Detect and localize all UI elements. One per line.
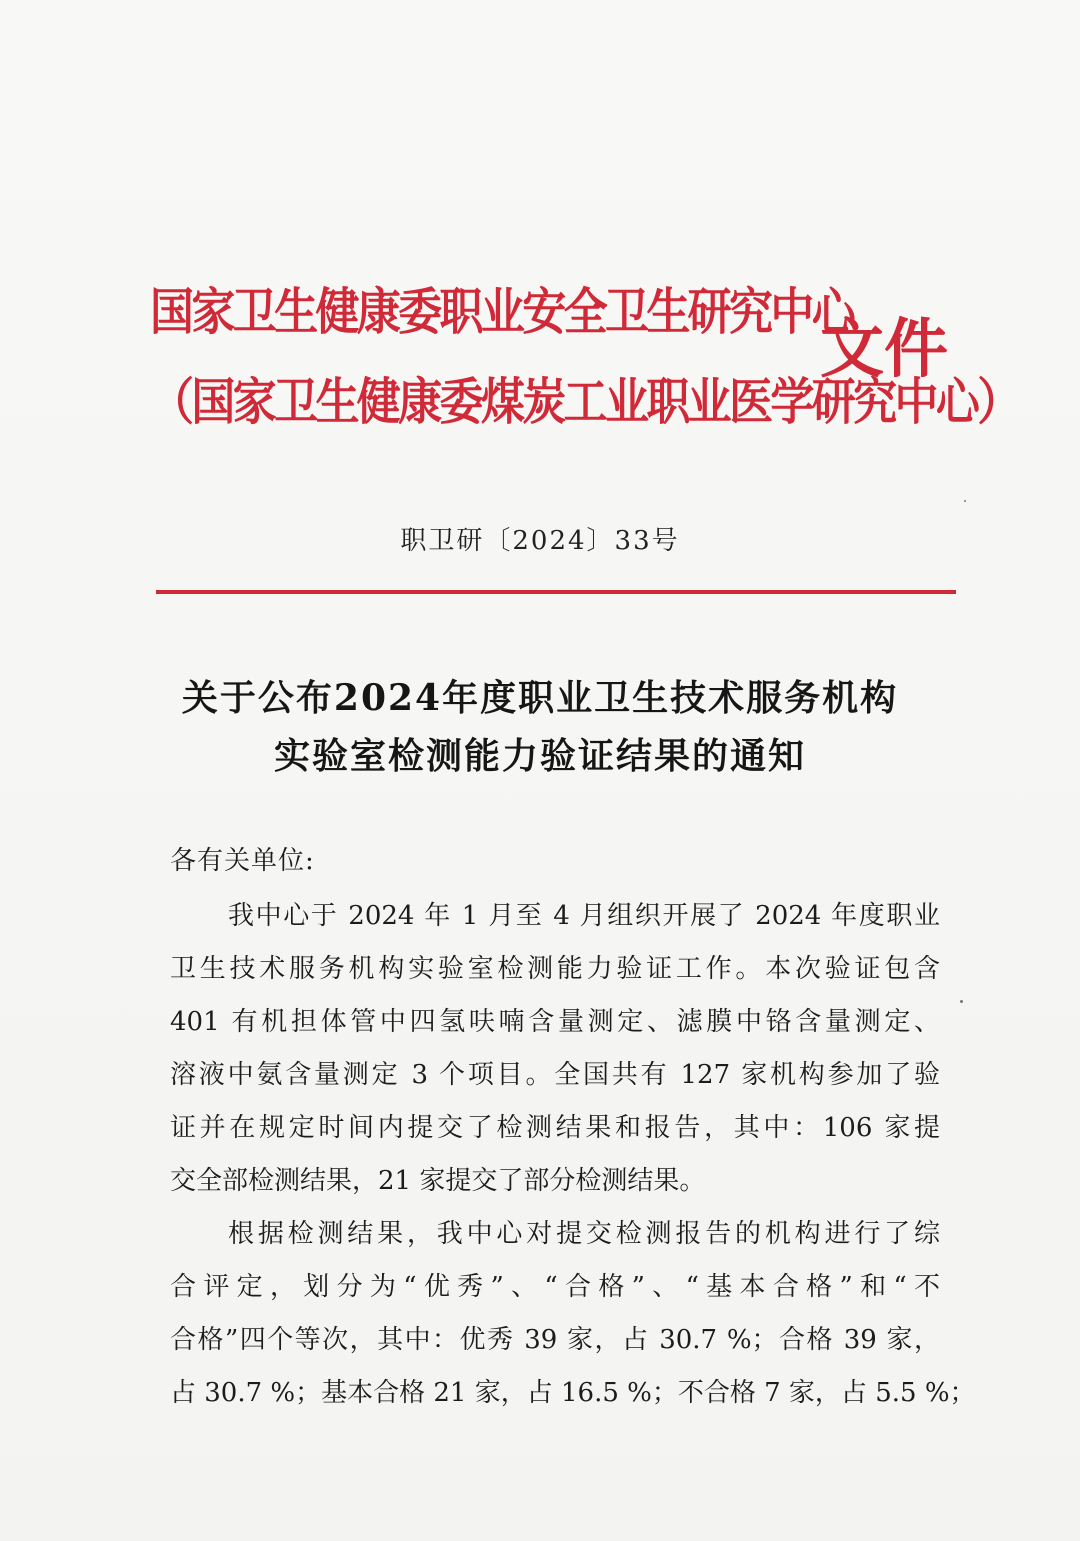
body-line: 合评定，划分为“优秀”、“合格”、“基本合格”和“不	[170, 1272, 940, 1302]
body-line: 交全部检测结果，21 家提交了部分检测结果。	[170, 1166, 706, 1196]
body-line: 卫生技术服务机构实验室检测能力验证工作。本次验证包含	[170, 954, 940, 984]
org-name-line-2: （国家卫生健康委煤炭工业职业医学研究中心）	[150, 372, 1019, 431]
red-divider-line	[156, 590, 956, 594]
paper-speck	[960, 1000, 963, 1003]
document-number: 职卫研〔2024〕33号	[400, 526, 680, 556]
org-name-line-1: 国家卫生健康委职业安全卫生研究中心	[150, 282, 854, 341]
paper-speck	[964, 500, 966, 502]
body-line: 401 有机担体管中四氢呋喃含量测定、滤膜中铬含量测定、	[170, 1007, 940, 1037]
body-line: 证并在规定时间内提交了检测结果和报告，其中：106 家提	[170, 1113, 940, 1143]
document-type-label: 文件	[820, 312, 948, 387]
salutation: 各有关单位:	[170, 846, 315, 876]
body-line: 合格”四个等次，其中：优秀 39 家，占 30.7 %；合格 39 家，	[170, 1325, 940, 1355]
body-line: 根据检测结果，我中心对提交检测报告的机构进行了综	[228, 1219, 940, 1249]
notice-title-line-1: 关于公布2024年度职业卫生技术服务机构	[181, 677, 899, 719]
body-line: 占 30.7 %；基本合格 21 家，占 16.5 %；不合格 7 家，占 5.5 %；	[170, 1378, 976, 1408]
body-line: 溶液中氨含量测定 3 个项目。全国共有 127 家机构参加了验	[170, 1060, 940, 1090]
notice-title-line-2: 实验室检测能力验证结果的通知	[273, 735, 806, 777]
body-line: 我中心于 2024 年 1 月至 4 月组织开展了 2024 年度职业	[228, 901, 940, 931]
letterhead	[150, 250, 1019, 440]
